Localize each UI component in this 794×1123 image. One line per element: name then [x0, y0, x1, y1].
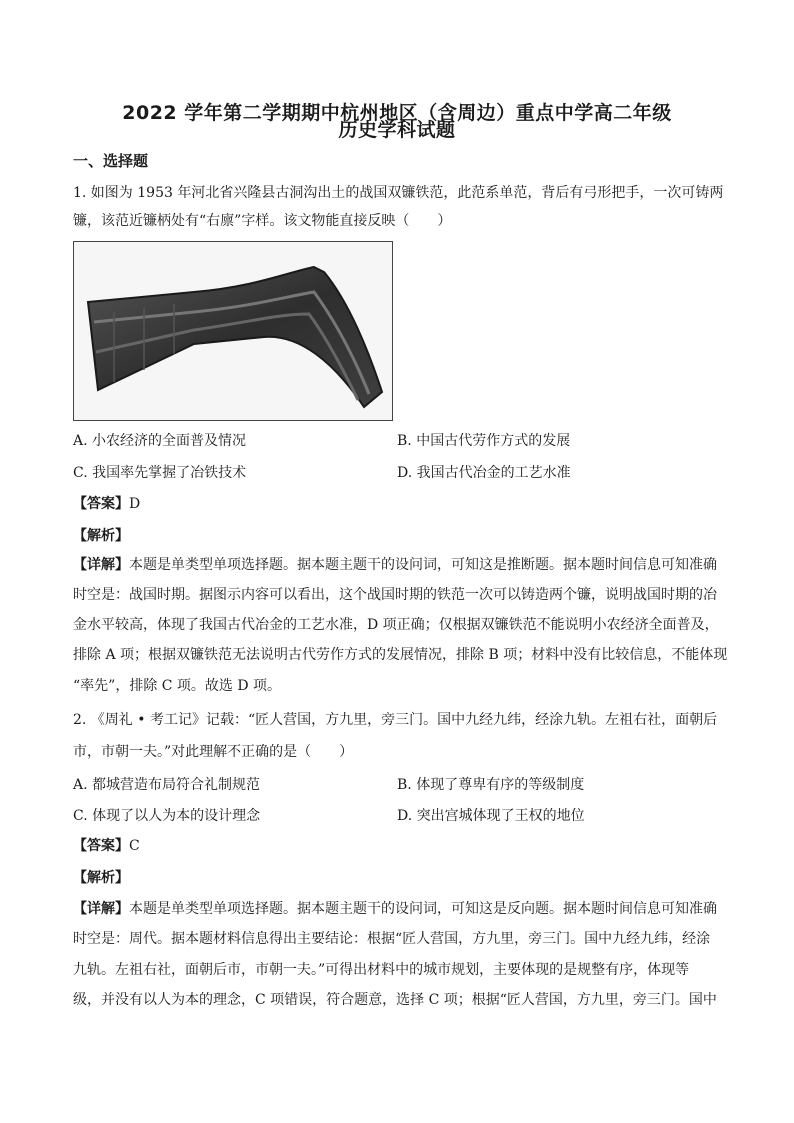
q2-detail-line-3: 九轨。左祖右社，面朝后市，市朝一夫。”可得出材料中的城市规划，主要体现的是规整有序，体现等 [73, 962, 690, 978]
q2-option-d: D. 突出宫城体现了王权的地位 [397, 808, 585, 824]
exam-subtitle: 历史学科试题 [338, 119, 456, 141]
q1-stem-line-1: 1. 如图为 1953 年河北省兴隆县古洞沟出土的战国双镰铁范，此范系单范，背后有弓形把手，一次可铸两 [73, 185, 724, 201]
analysis-label: 【解析】 [73, 528, 129, 544]
analysis-label: 【解析】 [73, 870, 129, 886]
detail-label: 【详解】 [73, 901, 129, 917]
q1-answer [73, 494, 723, 514]
q1-option-a: A. 小农经济的全面普及情况 [73, 433, 247, 449]
q1-detail-line-2: 时空是：战国时期。据图示内容可以看出，这个战国时期的铁范一次可以铸造两个镰，说明战国时期的冶 [73, 587, 717, 603]
q1-detail-line-1 [73, 555, 723, 575]
q2-detail-line-2: 时空是：周代。据本题材料信息得出主要结论：根据“匠人营国，方九里，旁三门。国中九经九纬，经涂 [73, 931, 711, 947]
q1-option-d: D. 我国古代冶金的工艺水准 [397, 465, 571, 481]
q1-option-b: B. 中国古代劳作方式的发展 [397, 433, 571, 449]
exam-title: 2022 学年第二学期期中杭州地区（含周边）重点中学高二年级 [122, 102, 672, 124]
answer-value: C [129, 838, 140, 854]
detail-label: 【详解】 [73, 557, 129, 573]
answer-label: 【答案】 [73, 496, 129, 512]
q1-analysis-label [73, 526, 723, 546]
q2-option-a: A. 都城营造布局符合礼制规范 [73, 777, 261, 793]
q2-option-c: C. 体现了以人为本的设计理念 [73, 808, 261, 824]
q1-detail-line-4: 排除 A 项；根据双镰铁范无法说明古代劳作方式的发展情况，排除 B 项；材料中没有比较信息，不能体现 [73, 647, 728, 663]
detail-text: 本题是单类型单项选择题。据本题主题干的设问词，可知这是推断题。据本题时间信息可知准确 [129, 557, 717, 573]
iron-sickle-mold-photo-icon [73, 241, 393, 421]
q2-analysis-label [73, 868, 723, 888]
q2-answer [73, 836, 723, 856]
q1-option-c: C. 我国率先掌握了冶铁技术 [73, 465, 247, 481]
section-title: 一、选择题 [73, 152, 149, 170]
q2-stem-line-2: 市，市朝一夫。”对此理解不正确的是（ ） [73, 744, 354, 760]
q2-detail-line-1 [73, 899, 723, 919]
q1-detail-line-5: “率先”，排除 C 项。故选 D 项。 [73, 678, 282, 694]
q1-stem-line-2: 镰，该范近镰柄处有“右廪”字样。该文物能直接反映（ ） [73, 213, 452, 229]
answer-value: D [129, 496, 141, 512]
q1-detail-line-3: 金水平较高，体现了我国古代冶金的工艺水准，D 项正确；仅根据双镰铁范不能说明小农经济全面普及， [73, 617, 719, 633]
answer-label: 【答案】 [73, 838, 129, 854]
detail-text: 本题是单类型单项选择题。据本题主题干的设问词，可知这是反向题。据本题时间信息可知准确 [129, 901, 717, 917]
q2-option-b: B. 体现了尊卑有序的等级制度 [397, 777, 585, 793]
q2-detail-line-4: 级，并没有以人为本的理念，C 项错误，符合题意，选择 C 项；根据“匠人营国，方九里，旁三门。国中 [73, 992, 717, 1008]
q2-stem-line-1: 2. 《周礼 • 考工记》记载：“匠人营国，方九里，旁三门。国中九经九纬，经涂九轨。左祖右社，面朝后 [73, 712, 718, 728]
